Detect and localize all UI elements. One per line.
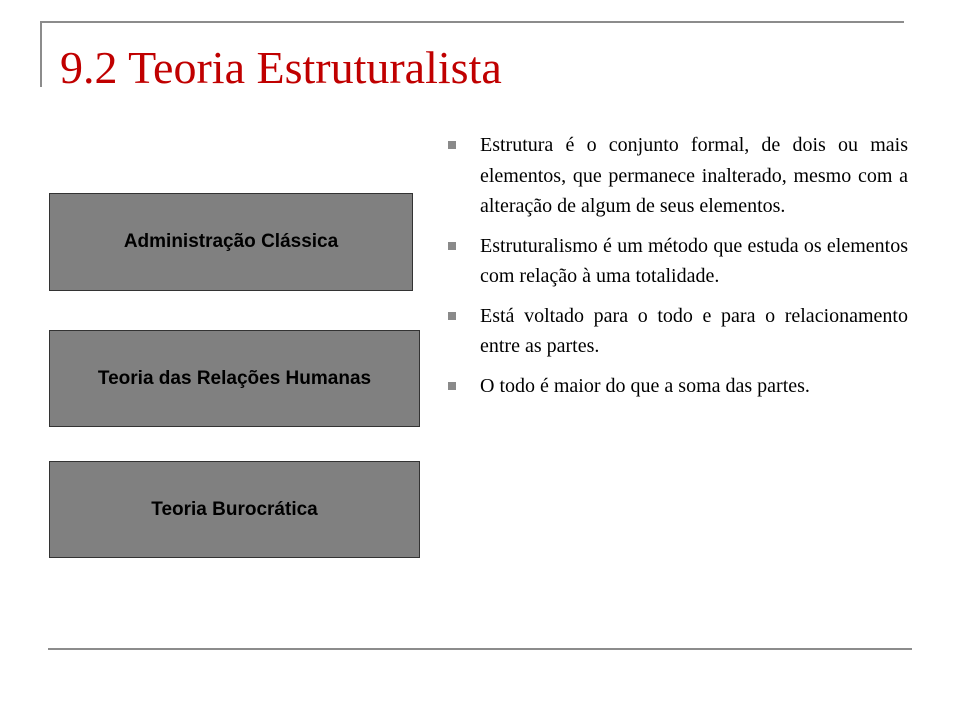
bullet-item <box>440 301 908 362</box>
square-bullet-icon <box>448 312 456 320</box>
left-divider <box>40 21 42 87</box>
box-administracao-classica: Administração Clássica <box>49 193 413 291</box>
bullet-text: Estruturalismo é um método que estuda os elementos com relação à uma totalidade. <box>480 234 908 287</box>
bullet-text: O todo é maior do que a soma das partes. <box>480 374 810 397</box>
square-bullet-icon <box>448 141 456 149</box>
box-teoria-relacoes-humanas: Teoria das Relações Humanas <box>49 330 420 427</box>
bottom-divider <box>48 648 912 650</box>
bullet-text: Estrutura é o conjunto formal, de dois ou mais elementos, que permanece inalterado, mesmo com a alteração de algum de seus elementos. <box>480 134 908 217</box>
bullet-text: Está voltado para o todo e para o relacionamento entre as partes. <box>480 304 908 357</box>
square-bullet-icon <box>448 242 456 250</box>
bullet-list <box>440 130 908 410</box>
slide-title: 9.2 Teoria Estruturalista <box>60 42 502 93</box>
bullet-item <box>440 231 908 292</box>
box-teoria-burocratica: Teoria Burocrática <box>49 461 420 558</box>
bullet-item <box>440 371 908 402</box>
top-divider <box>40 21 904 23</box>
bullet-item <box>440 130 908 222</box>
square-bullet-icon <box>448 382 456 390</box>
